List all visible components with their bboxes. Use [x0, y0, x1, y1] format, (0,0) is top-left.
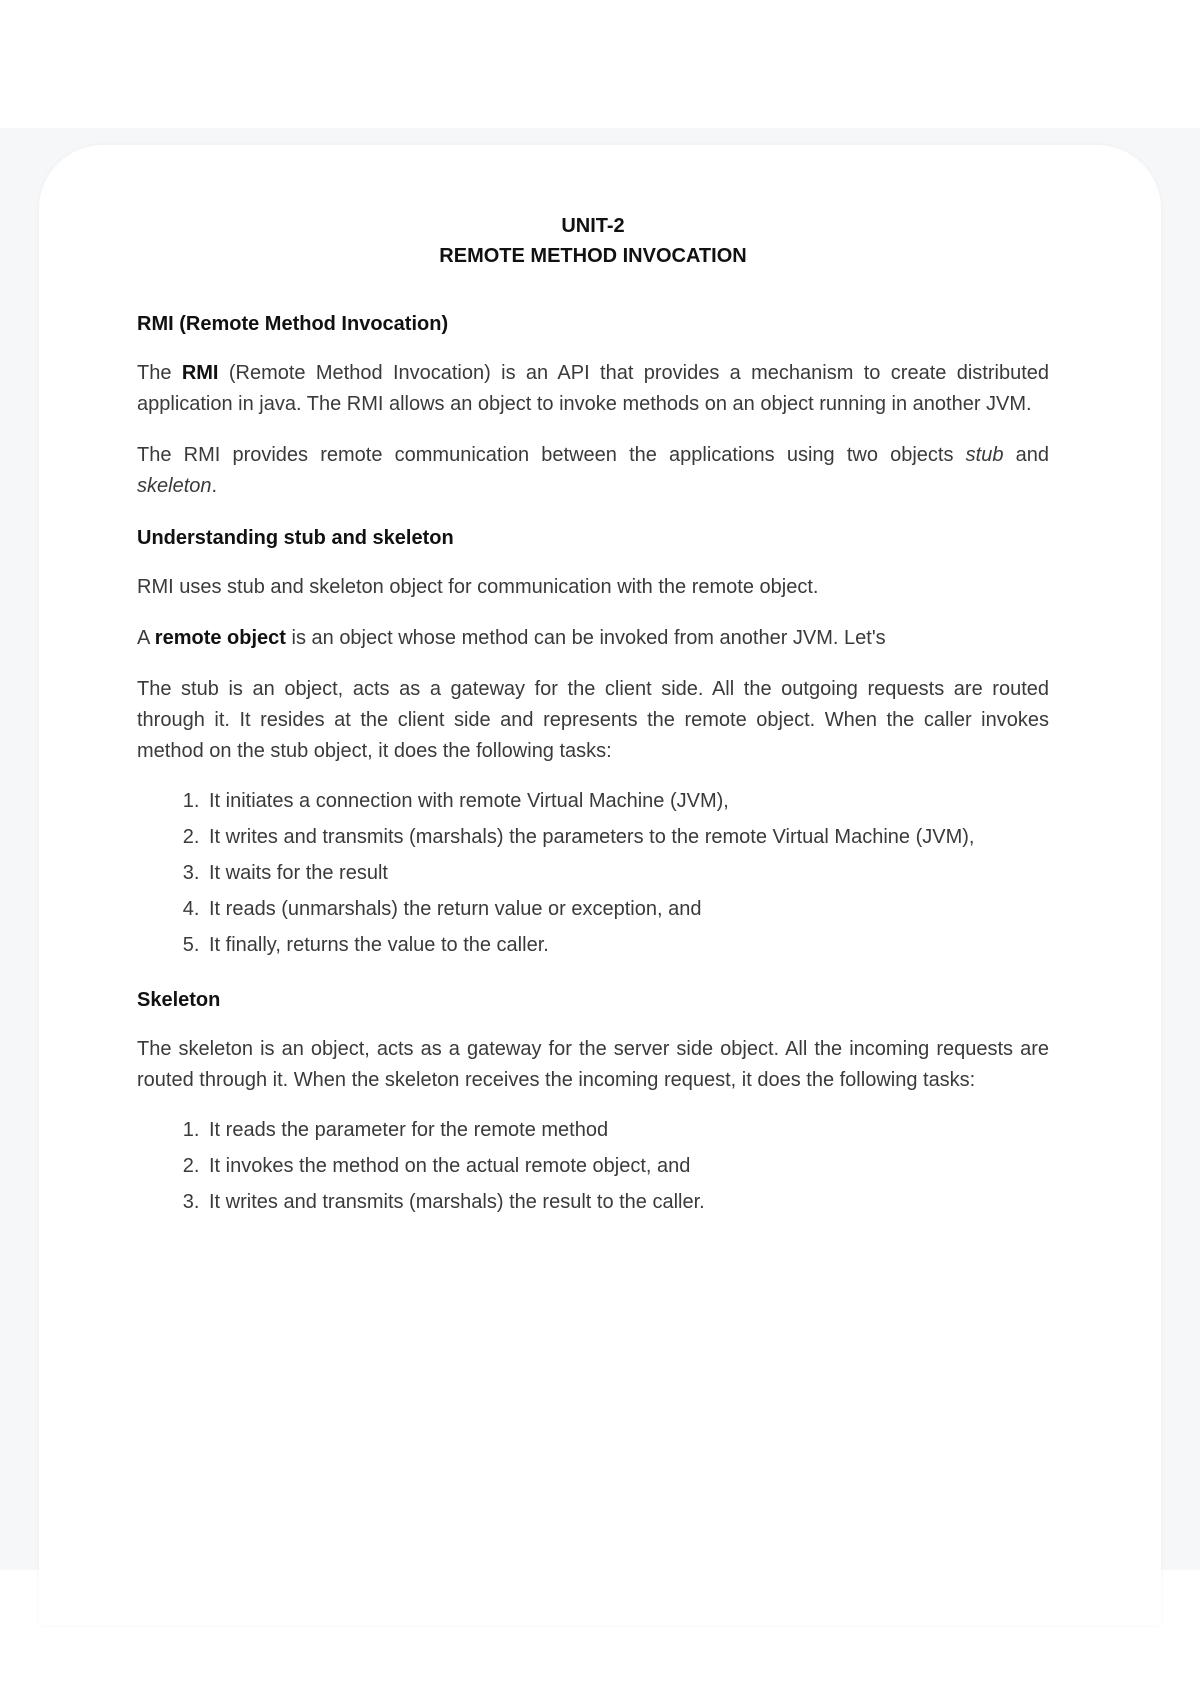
section-heading-stub-skeleton: Understanding stub and skeleton [137, 527, 454, 549]
paragraph-remote-object: A remote object is an object whose method can be invoked from another JVM. Let's [137, 627, 886, 649]
list-item: 5. It finally, returns the value to the caller. [205, 931, 1049, 960]
list-item: 2. It invokes the method on the actual remote object, and [205, 1152, 1049, 1181]
list-item: 3. It writes and transmits (marshals) the result to the caller. [205, 1188, 1049, 1217]
paragraph-rmi-intro: The RMI (Remote Method Invocation) is an API that provides a mechanism to create distributed application in java. The RMI allows an object to invoke methods on an object running in another JVM. [137, 362, 1049, 415]
paragraph-skeleton-description: The skeleton is an object, acts as a gateway for the server side object. All the incoming requests are routed through it. When the skeleton receives the incoming request, it does the following tasks: [137, 1038, 1049, 1091]
list-item: 3. It waits for the result [205, 859, 1049, 888]
section-heading-skeleton: Skeleton [137, 989, 221, 1011]
list-item: 2. It writes and transmits (marshals) the parameters to the remote Virtual Machine (JVM), [205, 823, 1049, 852]
document-content [137, 212, 1049, 1224]
stub-task-list [137, 787, 1049, 960]
list-item: 1. It initiates a connection with remote Virtual Machine (JVM), [205, 787, 1049, 816]
list-item: 4. It reads (unmarshals) the return value or exception, and [205, 895, 1049, 924]
unit-label: UNIT-2 [561, 215, 625, 237]
paragraph-stub-description: The stub is an object, acts as a gateway for the client side. All the outgoing requests are routed through it. It resides at the client side and represents the remote object. When the caller invokes method on the stub object, it does the following tasks: [137, 678, 1049, 762]
skeleton-task-list [137, 1116, 1049, 1217]
paragraph-stub-skeleton-usage: RMI uses stub and skeleton object for communication with the remote object. [137, 576, 819, 598]
unit-title: REMOTE METHOD INVOCATION [439, 245, 747, 267]
paragraph-rmi-communication: The RMI provides remote communication between the applications using two objects stub and skeleton. [137, 444, 1049, 497]
list-item: 1. It reads the parameter for the remote method [205, 1116, 1049, 1145]
section-heading-rmi: RMI (Remote Method Invocation) [137, 313, 449, 335]
